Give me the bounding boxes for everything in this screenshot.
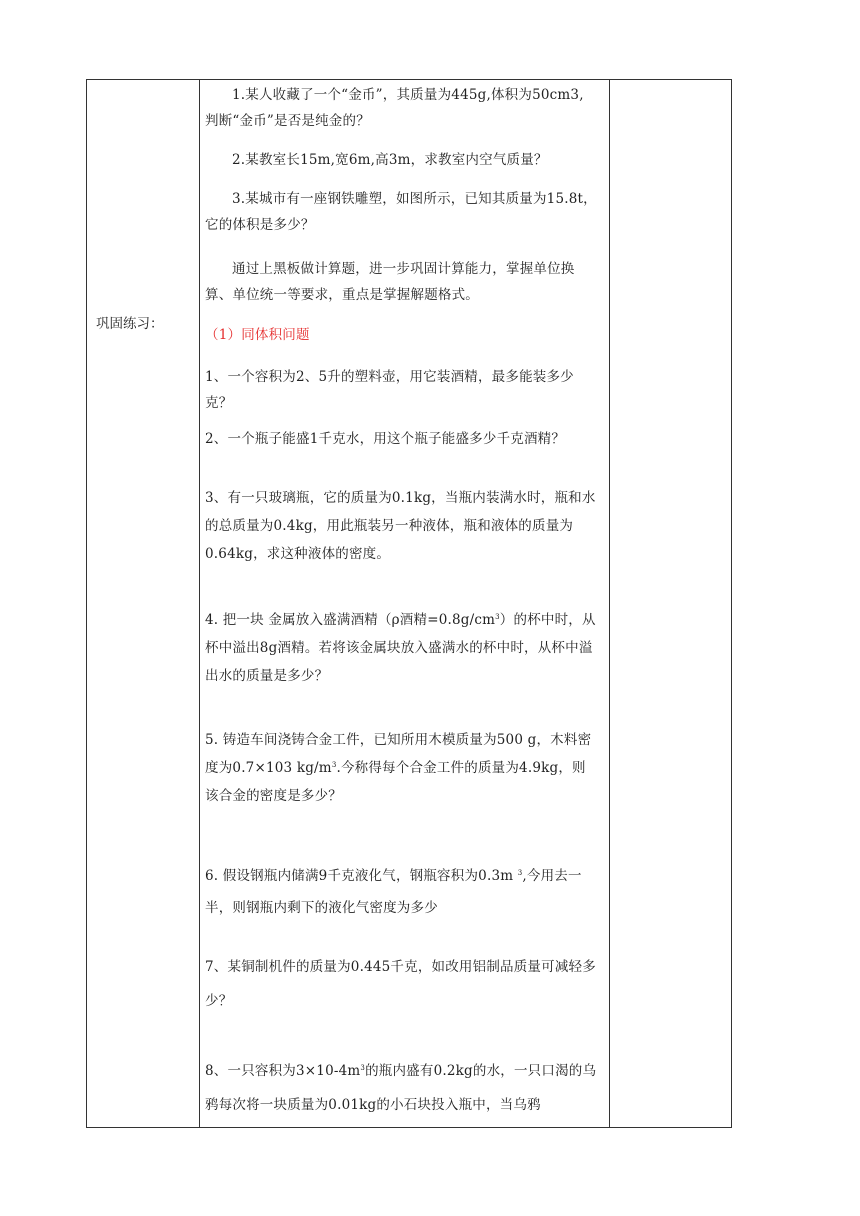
question-4-part-a: 4. 把一块 金属放入盛满酒精（ρ酒精=0.8g/cm [205,612,496,628]
section-heading: （1）同体积问题 [205,327,310,343]
question-6-part-b: ,今用去一半，则钢瓶内剩下的液化气密度为多少 [205,868,582,916]
question-4-part-b: ）的杯中时，从杯中溢出8g酒精。若将该金属块放入盛满水的杯中时，从杯中溢出水的质量是多少？ [205,612,596,684]
superscript: 3 [495,613,500,621]
question-6 [205,860,597,924]
column-divider-1 [199,80,200,1127]
exercise-3: 3.某城市有一座钢铁雕塑，如图所示，已知其质量为15.8t，它的体积是多少？ [205,191,597,233]
question-8 [205,1054,597,1122]
row-label: 巩固练习： [96,316,164,332]
question-8-part-b: 的瓶内盛有0.2kg的水，一只口渴的乌鸦每次将一块质量为0.01kg的小石块投入瓶中，当乌鸦 [205,1063,597,1113]
lesson-table [86,79,732,1128]
exercise-1: 1.某人收藏了一个“金币”，其质量为445g,体积为50cm3,判断“金币”是否是纯金的？ [205,87,584,129]
question-6-part-a: 6. 假设钢瓶内储满9千克液化气，钢瓶容积为0.3m [205,868,518,884]
question-3: 3、有一只玻璃瓶，它的质量为0.1kg，当瓶内装满水时，瓶和水的总质量为0.4kg，用此瓶装另一种液体，瓶和液体的质量为0.64kg，求这种液体的密度。 [205,490,596,562]
question-7: 7、某铜制机件的质量为0.445千克，如改用铝制品质量可减轻多少？ [205,959,596,1009]
question-5-part-b: .今称得每个合金工件的质量为4.9kg，则该合金的密度是多少？ [205,760,586,804]
question-8-part-a: 8、一只容积为3×10-4m [205,1063,361,1079]
superscript: 3 [517,869,523,877]
question-1: 1、一个容积为2、5升的塑料壶，用它装酒精，最多能装多少克？ [205,369,574,411]
superscript: 3 [331,761,337,769]
superscript: 3 [360,1064,366,1072]
question-4 [205,606,597,690]
question-5 [205,726,597,810]
question-2: 2、一个瓶子能盛1千克水，用这个瓶子能盛多少千克酒精？ [205,431,566,447]
teaching-note: 通过上黑板做计算题，进一步巩固计算能力，掌握单位换算、单位统一等要求，重点是掌握解题格式。 [205,261,575,303]
column-divider-2 [609,80,610,1127]
exercise-2: 2.某教室长15m,宽6m,高3m，求教室内空气质量？ [232,152,548,168]
question-5-part-a: 5. 铸造车间浇铸合金工件，已知所用木模质量为500 g，木料密度为0.7×103 kg/m [205,732,592,776]
